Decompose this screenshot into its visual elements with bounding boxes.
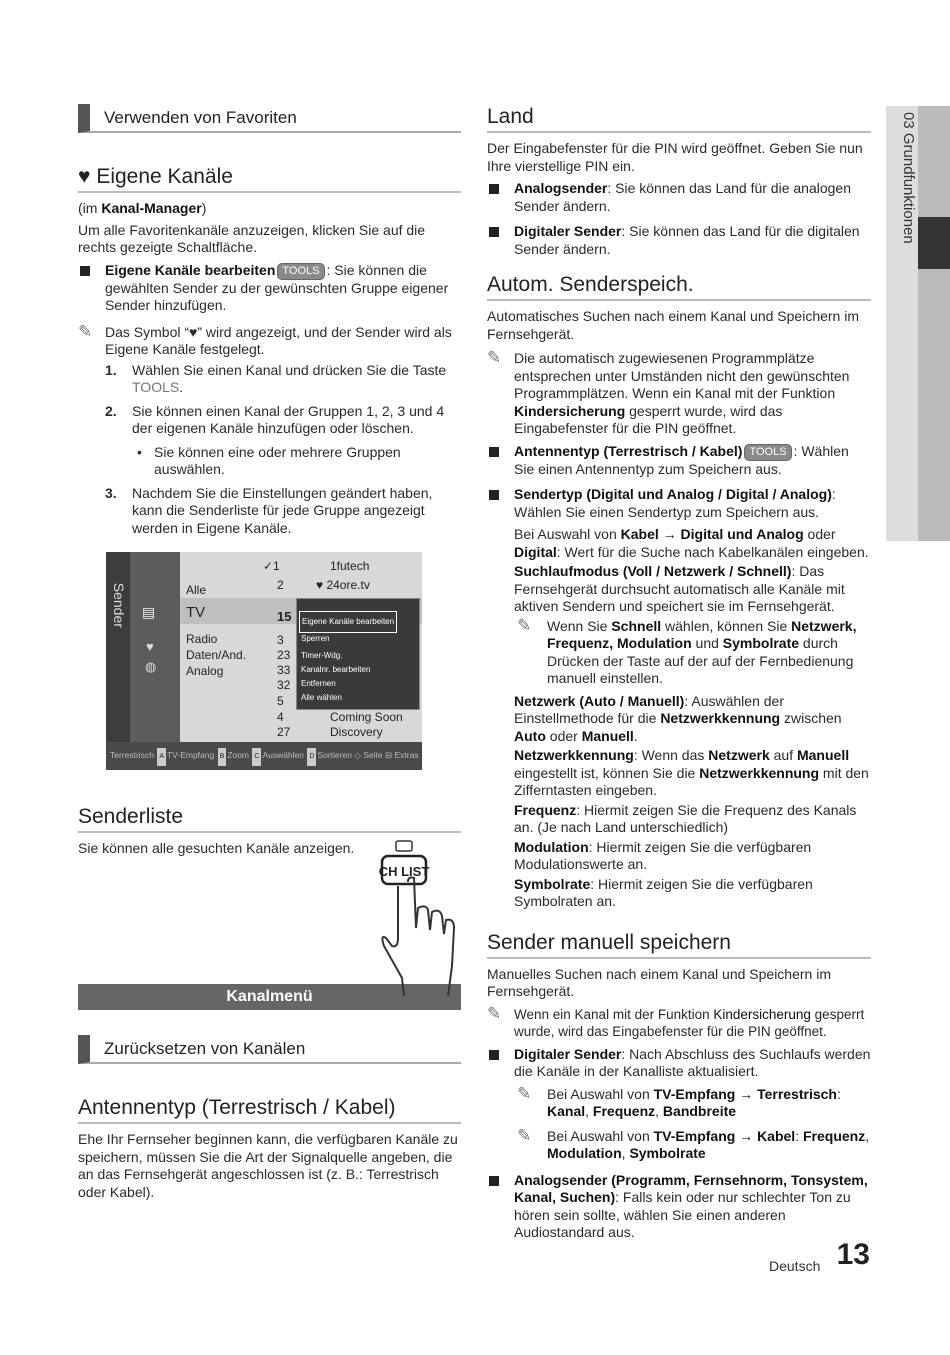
popup-item[interactable]: Sperren [301, 634, 330, 643]
senderliste-heading: Senderliste [78, 805, 461, 833]
ch-num: 2 [277, 578, 284, 592]
land-p: Der Eingabefenster für die PIN wird geöffnet. Geben Sie nun Ihre vierstellige PIN ein. [487, 140, 863, 174]
group-daten[interactable]: Daten/And. [186, 648, 247, 662]
group-radio[interactable]: Radio [186, 632, 218, 646]
group-alle[interactable]: Alle [186, 583, 207, 597]
globe-icon: ◍ [145, 659, 157, 674]
kabel-p: Bei Auswahl von Kabel → Digital und Analog oder Digital: Wert für die Suche nach Kabelkanälen eingeben. [514, 526, 869, 560]
pencil-icon: ✎ [487, 348, 502, 367]
ch-name: ♥ 24ore.tv [316, 578, 370, 592]
ch-num: 32 [277, 678, 291, 692]
tools-badge: TOOLS [744, 444, 791, 461]
symbolrate-p: Symbolrate: Hiermit zeigen Sie die verfügbaren Symbolraten an. [514, 875, 813, 909]
screen-footer: Terrestrisch A TV-Empfang B Zoom C Auswählen D Sortieren ◇ Seite ⊟ Extras [106, 747, 426, 766]
kanalmenue-banner: Kanalmenü [78, 984, 461, 1011]
pencil-icon: ✎ [487, 1003, 502, 1023]
step-2-dot: • Sie können eine oder mehrere Gruppen auswählen. [78, 444, 461, 479]
schnell-note: ✎ Wenn Sie Schnell wählen, können Sie Netzwerk, Frequenz, Modulation und Symbolrate durch Drücken der Taste auf der auf der Fernbedienung manuell einstellen. [517, 615, 857, 686]
popup-item[interactable]: Entfernen [301, 679, 336, 688]
pencil-icon: ✎ [78, 321, 93, 341]
analogsender-bullet: Analogsender (Programm, Fernsehnorm, Tonsystem, Kanal, Suchen): Falls kein oder nur schlechter Ton zu hören sein sollte, wählen Sie einen anderen Audiostandard aus. [487, 1172, 871, 1242]
autom-p: Automatisches Suchen nach einem Kanal und Speichern im Fernsehgerät. [487, 308, 859, 342]
land-bullet-digital: Digitaler Sender: Sie können das Land für die digitalen Sender ändern. [487, 223, 871, 258]
step-2: 2. Sie können einen Kanal der Gruppen 1, 2, 3 und 4 der eigenen Kanäle hinzufügen oder löschen. [105, 402, 445, 436]
autom-note: ✎ Die automatisch zugewiesenen Programmplätze entsprechen unter Umständen nicht den gewünschten Programmplätzen. Wenn ein Kanal mit der Funktion Kindersicherung gesperrt wurde, wird das Eingabefenster für die PIN geöffnet. [487, 348, 850, 436]
eigene-p2: Um alle Favoritenkanäle anzuzeigen, klicken Sie auf die rechts gezeigte Schaltfläche. [78, 221, 426, 255]
bullet-eigene-bearbeiten: Eigene Kanäle bearbeiten TOOLS : Sie können die gewählten Sender zu der gewünschten Gruppe eigener Sender hinzufügen. [78, 262, 461, 315]
ch-num: ✓1 [263, 559, 280, 573]
footer-language: Deutsch [769, 1258, 821, 1274]
senderliste-p: Sie können alle gesuchten Kanäle anzeigen. [78, 840, 355, 856]
pencil-icon: ✎ [517, 1125, 532, 1145]
tools-popup [296, 598, 420, 710]
eigene-kanaele-title: Eigene Kanäle [96, 165, 233, 188]
suchlauf-p: Suchlaufmodus (Voll / Netzwerk / Schnell): Das Fernsehgerät durchsucht automatisch alle Kanäle mit aktiven Sendern und speichert sie im Fernsehgerät. [514, 563, 845, 614]
screen-side-label: Sender [110, 582, 127, 628]
ch-num: 3 [277, 633, 284, 647]
digitaler-sender-bullet: Digitaler Sender: Nach Abschluss des Suchlaufs werden die Kanäle in der Kanalliste aktualisiert. [487, 1046, 871, 1081]
autom-heading: Autom. Senderspeich. [487, 273, 871, 301]
modulation-p: Modulation: Hiermit zeigen Sie die verfügbaren Modulationswerte an. [514, 838, 812, 872]
ch-list-label: CH LIST [378, 863, 430, 879]
antennentyp-bullet: Antennentyp (Terrestrisch / Kabel) TOOLS : Wählen Sie einen Antennentyp zum Speichern aus. [487, 443, 871, 479]
heart-icon: ♥ [146, 639, 154, 654]
frequenz-p: Frequenz: Hiermit zeigen Sie die Frequenz des Kanals an. (Je nach Land unterschiedlich) [514, 801, 857, 835]
popup-item[interactable]: Kanalnr. bearbeiten [301, 665, 371, 674]
ch-name: 1futech [330, 559, 370, 573]
tools-badge: TOOLS [277, 263, 324, 280]
sendertyp-bullet: Sendertyp (Digital und Analog / Digital / Analog): Wählen Sie einen Sendertyp zum Speichern aus. [487, 486, 871, 521]
ch-num: 33 [277, 663, 291, 677]
land-heading: Land [487, 105, 871, 133]
ch-num: 5 [277, 694, 284, 708]
manuell-note: ✎ Wenn ein Kanal mit der Funktion Kindersicherung gesperrt wurde, wird das Eingabefenster für die PIN geöffnet. [487, 1003, 865, 1039]
antennentyp-p: Ehe Ihr Fernseher beginnen kann, die verfügbaren Kanäle zu speichern, müssen Sie die Art der Signalquelle angeben, die an das Fernsehgerät angeschlossen ist (z. B.: Terrestrisch oder Kabel). [78, 1131, 458, 1200]
screen-side [106, 552, 130, 742]
right-column [487, 105, 871, 1242]
land-bullet-analog: Analogsender: Sie können das Land für die analogen Sender ändern. [487, 180, 871, 215]
page-number: 13 [836, 1238, 870, 1271]
channel-icon: ▤ [142, 604, 156, 620]
group-analog[interactable]: Analog [186, 664, 224, 678]
eigene-p1: (im Kanal-Manager) [78, 200, 207, 216]
heart-icon: ♥ [78, 165, 91, 188]
netzwerk-p: Netzwerk (Auto / Manuell): Auswählen der Einstellmethode für die Netzwerkkennung zwischen Auto oder Manuell. [514, 692, 842, 744]
group-tv[interactable]: TV [186, 604, 206, 621]
popup-item[interactable]: Alle wählen [301, 693, 342, 702]
popup-item[interactable]: Timer-Wdg. [301, 651, 343, 660]
favoriten-subhead: Verwenden von Favoriten [78, 104, 461, 133]
ch-num: 23 [277, 648, 291, 662]
ch-name: Discovery [330, 725, 383, 739]
step-1: 1. Wählen Sie einen Kanal und drücken Sie die Taste TOOLS. [105, 361, 447, 395]
side-tab-label: 03 Grundfunktionen [900, 112, 917, 244]
ch-num: 27 [277, 725, 291, 739]
side-tab-label-wrap [872, 112, 932, 312]
left-column [78, 100, 461, 1201]
ch-num: 15 [277, 609, 292, 624]
pencil-icon: ✎ [517, 615, 532, 635]
eigene-kanaele-heading [78, 165, 461, 193]
popup-item[interactable]: Eigene Kanäle bearbeiten [299, 611, 397, 633]
digital-note-2: ✎ Bei Auswahl von TV-Empfang → Kabel: Frequenz, Modulation, Symbolrate [517, 1125, 870, 1161]
manuell-heading: Sender manuell speichern [487, 931, 871, 959]
screen-icons [130, 552, 180, 742]
antennentyp-heading: Antennentyp (Terrestrisch / Kabel) [78, 1096, 461, 1124]
zuruecksetzen-subhead: Zurücksetzen von Kanälen [78, 1035, 461, 1064]
note-symbol: ✎ Das Symbol “♥” wird angezeigt, und der Sender wird als Eigene Kanäle festgelegt. [78, 321, 452, 357]
digital-note-1: ✎ Bei Auswahl von TV-Empfang → Terrestrisch: Kanal, Frequenz, Bandbreite [517, 1083, 841, 1119]
step-3: 3. Nachdem Sie die Einstellungen geändert haben, kann die Senderliste für jede Gruppe angezeigt werden in Eigene Kanäle. [105, 484, 433, 536]
ch-num: 4 [277, 710, 284, 724]
tv-screen [106, 552, 422, 770]
netzwerkkennung-p: Netzwerkkennung: Wenn das Netzwerk auf Manuell eingestellt ist, können Sie die Netzwerkkennung mit den Zifferntasten eingeben. [514, 747, 869, 798]
ch-list-hand-illustration [378, 838, 468, 998]
pencil-icon: ✎ [517, 1083, 532, 1103]
manuell-p: Manuelles Suchen nach einem Kanal und Speichern im Fernsehgerät. [487, 965, 831, 999]
ch-name: Coming Soon [330, 710, 403, 724]
